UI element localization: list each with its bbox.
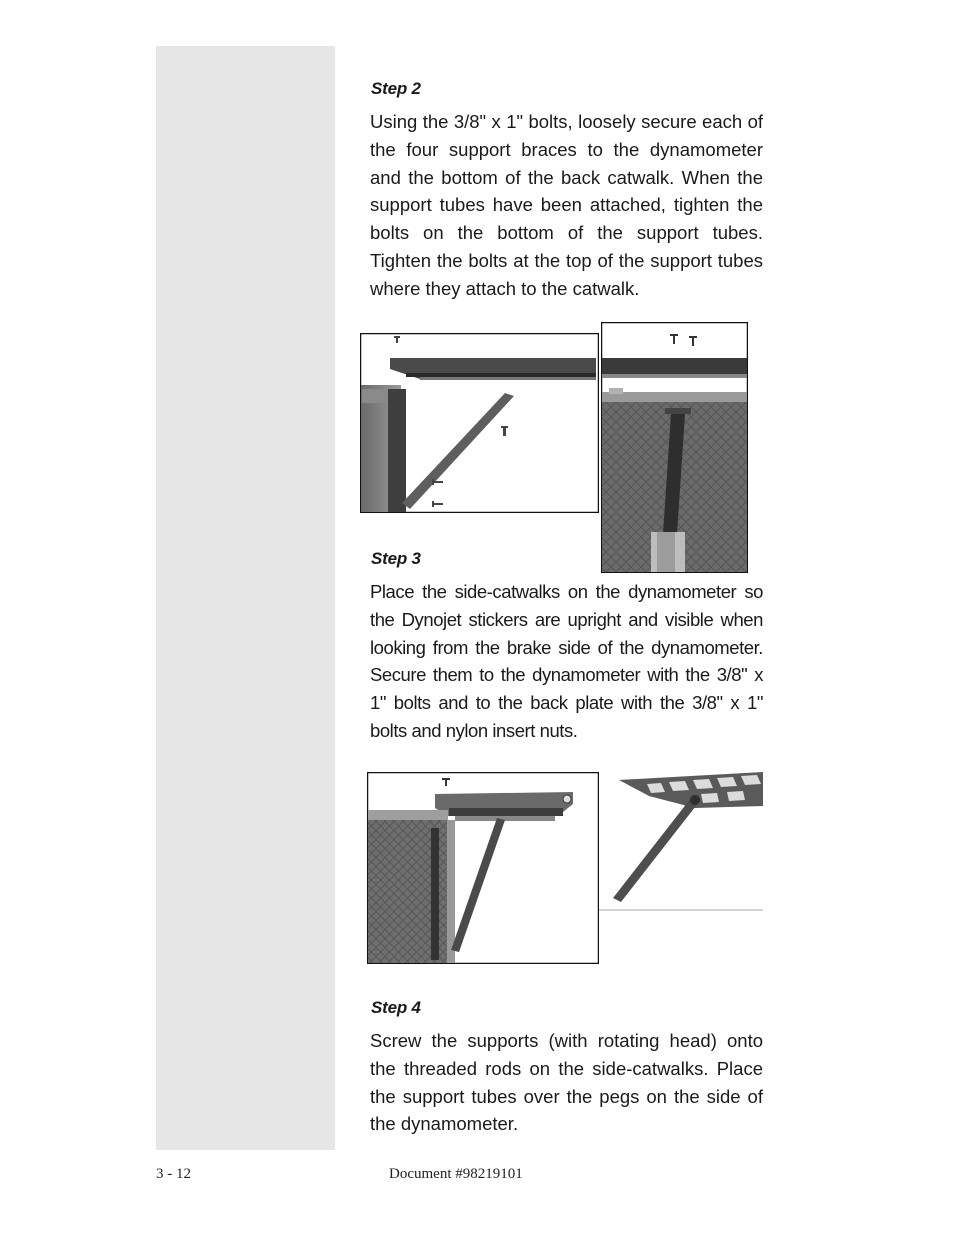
step-2-figure-front-view <box>601 322 748 573</box>
step-2-figure-side-view <box>360 333 599 513</box>
step-3-figure-detail <box>599 772 763 912</box>
step-2-title: Step 2 <box>371 79 421 98</box>
page-sidebar <box>156 46 335 1150</box>
step-4-title: Step 4 <box>371 998 421 1017</box>
page-number: 3 - 12 <box>156 1166 191 1182</box>
step-3-title: Step 3 <box>371 549 421 568</box>
step-3-text: Place the side-catwalks on the dynamometer so the Dynojet stickers are upright and visible when looking from the brake side of the dynamometer. Secure them to the dynamometer with the 3/8" x 1" bolts and to the back plate with the 3/8" x 1" bolts and nylon insert nuts. <box>370 581 763 741</box>
step-4-text: Screw the supports (with rotating head) onto the threaded rods on the side-catwalks. Place the support tubes over the pegs on the side of the dynamometer. <box>370 1030 763 1135</box>
document-number: Document #98219101 <box>389 1166 523 1182</box>
step-2-text: Using the 3/8" x 1" bolts, loosely secure each of the four support braces to the dynamometer and the bottom of the back catwalk. When the support tubes have been attached, tighten the bolts on the bottom of the support tubes. Tighten the bolts at the top of the support tubes where they attach to the catwalk. <box>370 111 763 299</box>
step-3-figure-side-catwalk <box>367 772 599 964</box>
